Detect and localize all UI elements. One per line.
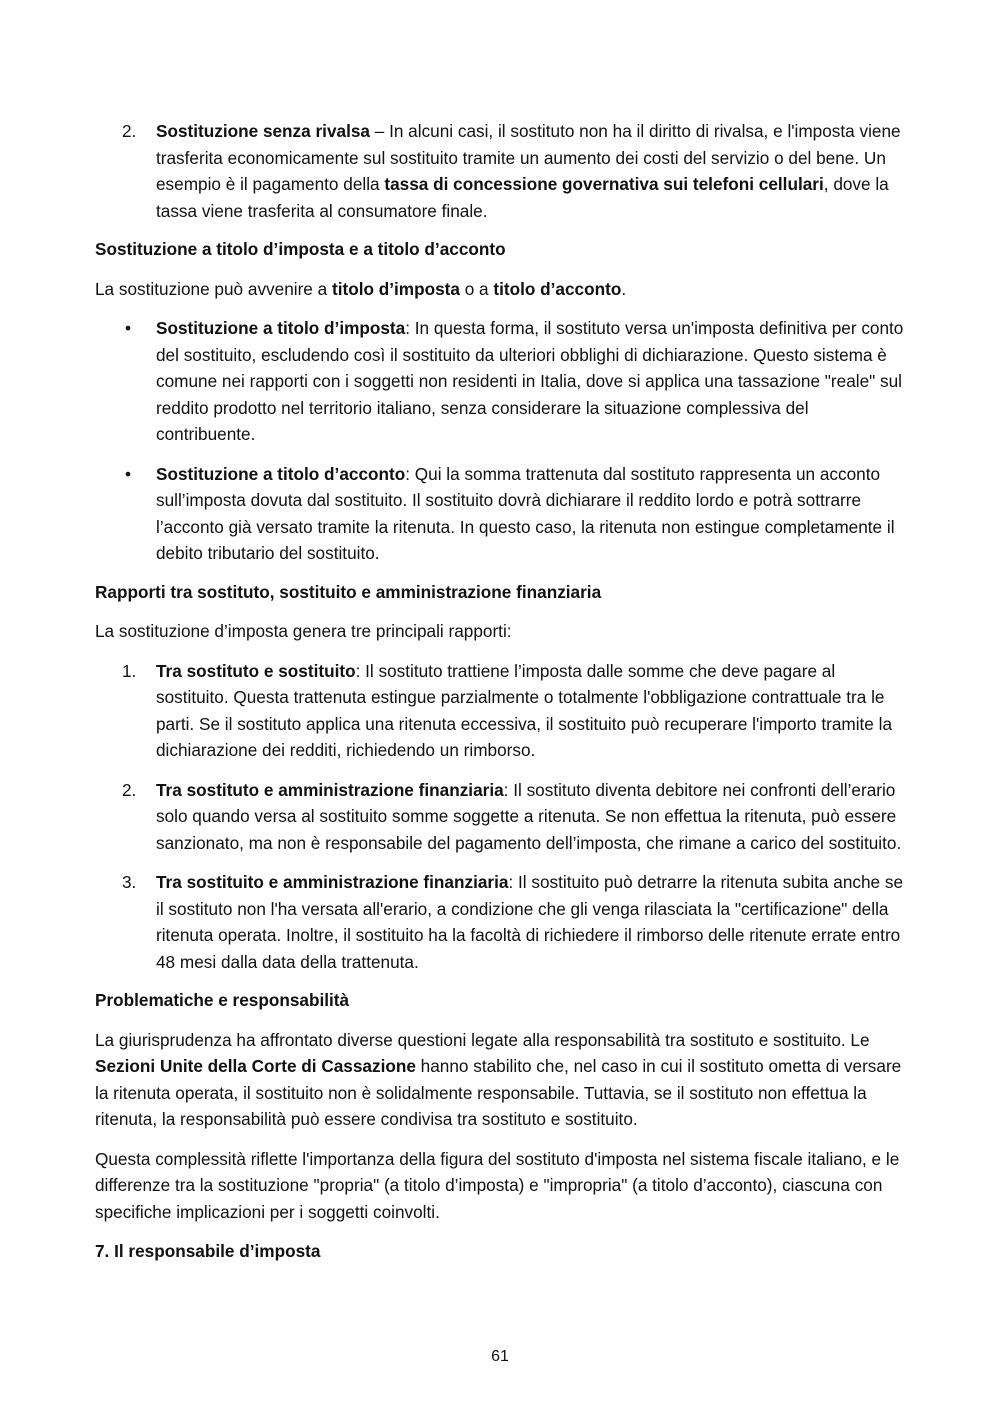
item-title: Tra sostituito e amministrazione finanziaria [156, 872, 509, 892]
text-run: o a [459, 278, 494, 299]
section-heading-problematiche: Problematiche e responsabilità [95, 990, 350, 1010]
item-text: : In questa forma, il sostituto versa un'imposta definitiva per conto del sostituito, escludendo così il sostituito da ulteriori obblighi di dichiarazione. Questo sistema è comune nei rapporti con i soggetti non residenti in Italia, dove si applica una tassazione "reale" sul reddito prodotto nel territorio italiano, senza considerare la situazione complessiva del contribuente. [156, 318, 904, 444]
text-run: hanno stabilito che, nel caso in cui il sostituto ometta di versare la ritenuta operata, il sostituito non è solidalmente responsabile. Tuttavia, se il sostituto non effettua la ritenuta, la responsabilità può essere condivisa tra sostituto e sostituito. [95, 1056, 902, 1129]
bold-run: titolo d’imposta [331, 278, 460, 299]
bullet-marker: • [125, 318, 132, 338]
item-title: Sostituzione a titolo d’acconto [156, 463, 406, 484]
item-text: : Il sostituito può detrarre la ritenuta subita anche se il sostituto non l'ha versata all'erario, a condizione che gli venga rilasciata la "certificazione" della ritenuta operata. Inoltre, il sostituito ha la facoltà di richiedere il rimborso delle ritenute errate entro 48 mesi dalla data della trattenuta. [156, 872, 904, 972]
list-marker: 3. [122, 872, 137, 892]
item-title: Tra sostituto e sostituito [156, 660, 356, 681]
paragraph-complessita: Questa complessità riflette l'importanza della figura del sostituto d'imposta nel sistema fiscale italiano, e le differenze tra la sostituzione "propria" (a titolo d’imposta) e "impropria" (a titolo d’acconto), ciascuna con specifiche implicazioni per i soggetti coinvolti. [95, 1148, 900, 1222]
item-text: : Il sostituto diventa debitore nei confronti dell’erario solo quando versa al sostituito somme soggette a ritenuta. Se non effettua la ritenuta, può essere sanzionato, ma non è responsabile del pagamento dell’imposta, che rimane a carico del sostituito. [156, 779, 902, 853]
bold-run: titolo d’acconto [493, 278, 622, 299]
list-item [95, 869, 907, 975]
paragraph-intro-rapporti: La sostituzione d’imposta genera tre principali rapporti: [95, 621, 512, 641]
paragraph-giurisprudenza [95, 1027, 907, 1133]
numbered-list-rapporti [95, 658, 907, 976]
list-marker: 2. [122, 779, 137, 800]
item-text: : Qui la somma trattenuta dal sostituto rappresenta un acconto sull’imposta dovuta dal sostituito. Il sostituito dovrà dichiarare il reddito lordo e potrà sottrarre l’acconto già versato tramite la ritenuta. In questo caso, la ritenuta non estingue completamente il debito tributario del sostituito. [156, 463, 895, 563]
document-page [95, 118, 907, 1278]
item-text: – In alcuni casi, il sostituto non ha il diritto di rivalsa, e l'imposta viene trasferita economicamente sul sostituito tramite un aumento dei costi del servizio o del bene. Un esempio è il pagamento della [156, 121, 901, 194]
section-heading-rapporti: Rapporti tra sostituto, sostituito e amministrazione finanziaria [95, 581, 602, 602]
item-title: Sostituzione senza rivalsa [156, 121, 370, 141]
bullet-list-titolo [95, 315, 907, 567]
list-item [95, 315, 907, 448]
chapter-heading-responsabile: 7. Il responsabile d’imposta [95, 1241, 321, 1261]
list-marker: 1. [122, 660, 137, 681]
paragraph-intro-titolo [95, 276, 907, 303]
list-item [95, 461, 907, 567]
text-run: La sostituzione può avvenire a [95, 278, 332, 299]
item-title: Sostituzione a titolo d’imposta [156, 318, 406, 338]
page-number: 61 [491, 1348, 509, 1365]
list-item [95, 777, 907, 857]
list-marker: 2. [122, 121, 137, 141]
section-heading-titolo: Sostituzione a titolo d’imposta e a titolo d’acconto [95, 239, 506, 259]
text-run: . [621, 278, 627, 299]
item-title: Tra sostituto e amministrazione finanziaria [156, 779, 504, 800]
item-bold-phrase: tassa di concessione governativa sui telefoni cellulari [384, 174, 824, 194]
list-item [95, 118, 907, 224]
list-item [95, 658, 907, 764]
text-run: La giurisprudenza ha affrontato diverse questioni legate alla responsabilità tra sostituto e sostituito. Le [95, 1029, 870, 1050]
numbered-list-rivalsa [95, 118, 907, 224]
item-text: : Il sostituto trattiene l’imposta dalle somme che deve pagare al sostituito. Questa trattenuta estingue parzialmente o totalmente l'obbligazione contrattuale tra le parti. Se il sostituto applica una ritenuta eccessiva, il sostituito può recuperare l'importo tramite la dichiarazione dei redditi, richiedendo un rimborso. [156, 660, 893, 760]
item-text-end: , dove la tassa viene trasferita al consumatore finale. [156, 174, 889, 221]
bold-run: Sezioni Unite della Corte di Cassazione [95, 1056, 416, 1076]
bullet-marker: • [125, 463, 132, 484]
